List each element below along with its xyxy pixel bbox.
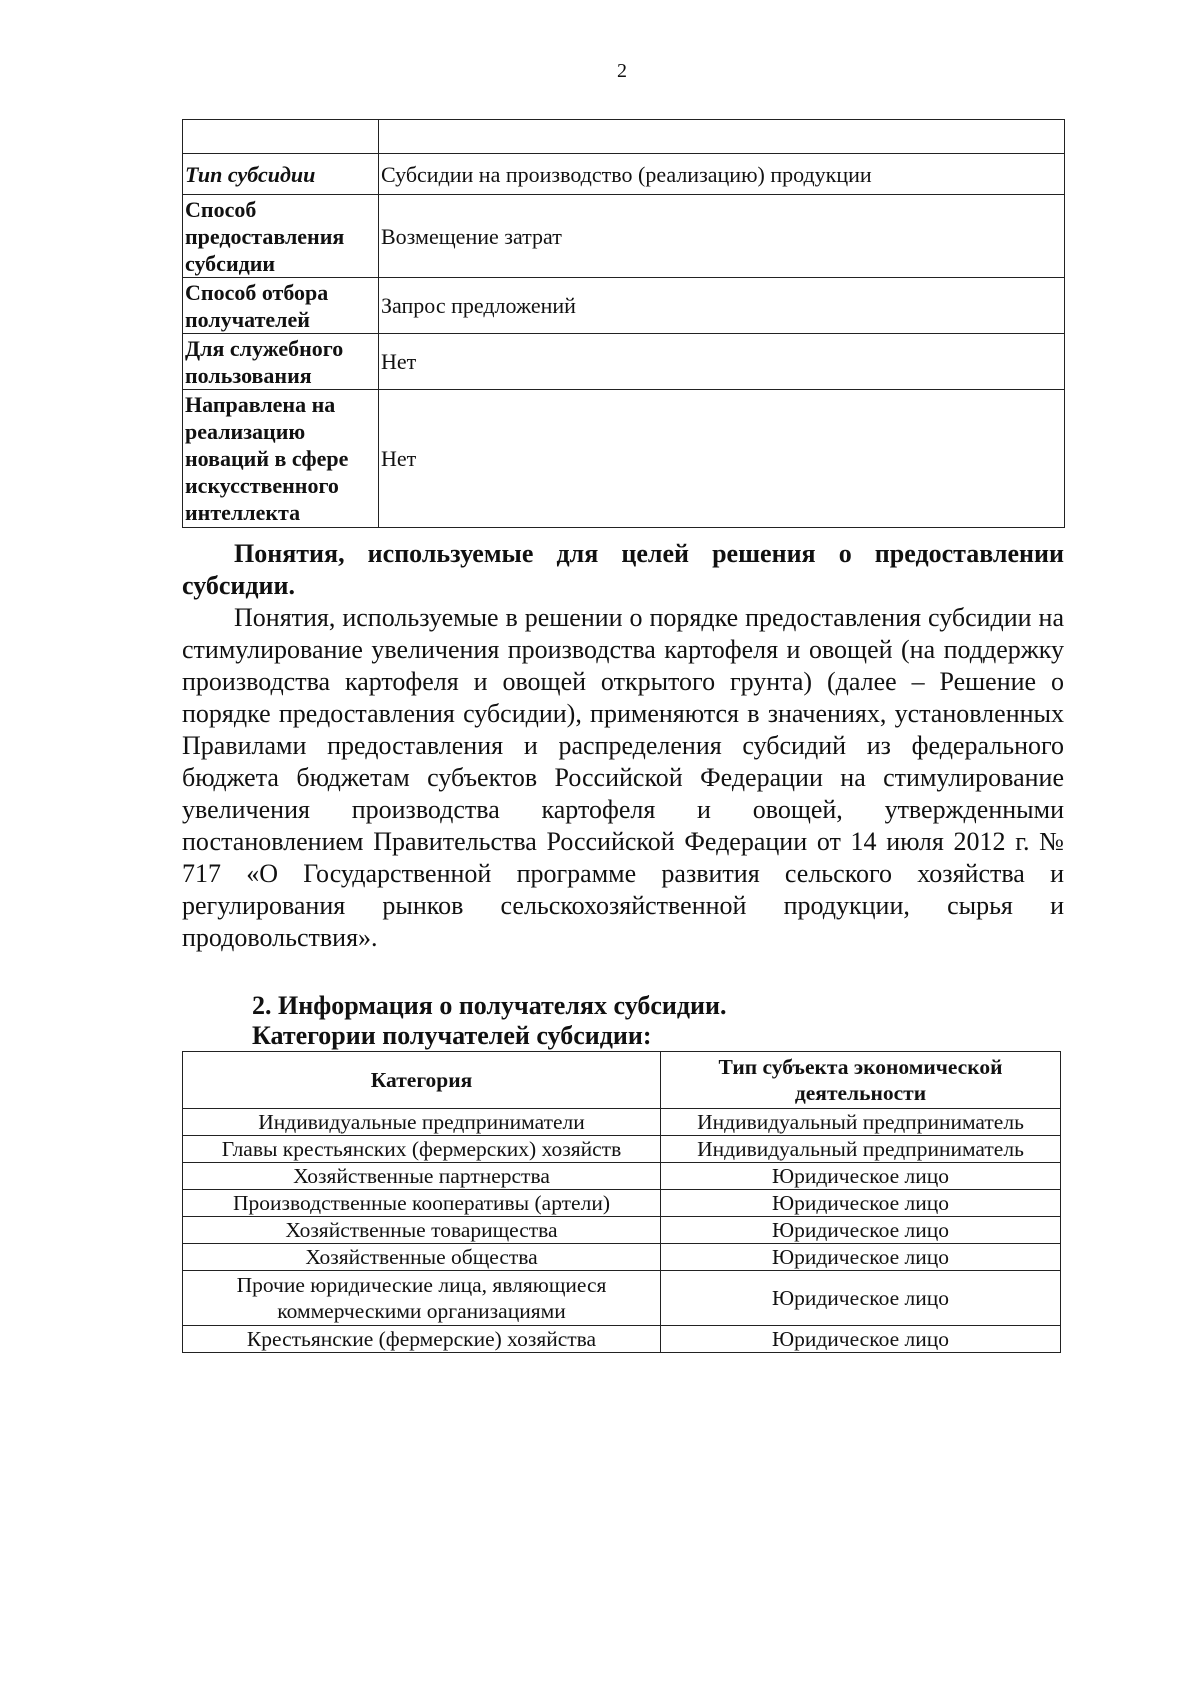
info-label: Способ отбора получателей bbox=[183, 278, 379, 334]
table-row bbox=[183, 278, 1065, 334]
recipient-categories-table bbox=[182, 1051, 1061, 1353]
info-value: Субсидии на производство (реализацию) продукции bbox=[379, 154, 1065, 195]
info-label: Тип субсидии bbox=[183, 154, 379, 195]
concepts-heading: Понятия, используемые для целей решения о предоставлении субсидии. bbox=[182, 539, 1064, 600]
info-value: Нет bbox=[379, 334, 1065, 390]
table-row bbox=[183, 334, 1065, 390]
table-header-row bbox=[183, 1052, 1061, 1109]
column-header-entity-type: Тип субъекта экономической деятельности bbox=[661, 1052, 1061, 1109]
entity-type-cell: Юридическое лицо bbox=[661, 1163, 1061, 1190]
categories-heading: Категории получателей субсидии: bbox=[252, 1021, 652, 1050]
category-cell: Хозяйственные партнерства bbox=[183, 1163, 661, 1190]
table-row bbox=[183, 1217, 1061, 1244]
info-value bbox=[379, 120, 1065, 154]
table-row bbox=[183, 195, 1065, 278]
category-cell: Индивидуальные предприниматели bbox=[183, 1109, 661, 1136]
page-number: 2 bbox=[617, 60, 627, 82]
table-row bbox=[183, 1244, 1061, 1271]
info-label: Направлена на реализацию новаций в сфере искусственного интеллекта bbox=[183, 390, 379, 528]
category-cell: Прочие юридические лица, являющиеся коммерческими организациями bbox=[183, 1271, 661, 1326]
concepts-paragraph: Понятия, используемые в решении о порядке предоставления субсидии на стимулирование увеличения производства картофеля и овощей (на поддержку производства картофеля и овощей открытого грунта) (далее – Решение о порядке предоставления субсидии), применяются в значениях, установленных Правилами предоставления и распределения субсидий из федерального бюджета бюджетам субъектов Российской Федерации на стимулирование увеличения производства картофеля и овощей, утвержденными постановлением Правительства Российской Федерации от 14 июля 2012 г. № 717 «О Государственной программе развития сельского хозяйства и регулирования рынков сельскохозяйственной продукции, сырья и продовольствия». bbox=[182, 603, 1064, 952]
category-cell: Крестьянские (фермерские) хозяйства bbox=[183, 1326, 661, 1353]
recipients-heading: 2. Информация о получателях субсидии. bbox=[252, 991, 727, 1020]
table-row bbox=[183, 1109, 1061, 1136]
category-cell: Хозяйственные товарищества bbox=[183, 1217, 661, 1244]
info-label: Для служебного пользования bbox=[183, 334, 379, 390]
entity-type-cell: Юридическое лицо bbox=[661, 1271, 1061, 1326]
table-row bbox=[183, 1271, 1061, 1326]
table-row bbox=[183, 390, 1065, 528]
column-header-category: Категория bbox=[183, 1052, 661, 1109]
table-row bbox=[183, 1136, 1061, 1163]
entity-type-cell: Юридическое лицо bbox=[661, 1326, 1061, 1353]
info-label: Способ предоставления субсидии bbox=[183, 195, 379, 278]
table-row bbox=[183, 120, 1065, 154]
category-cell: Хозяйственные общества bbox=[183, 1244, 661, 1271]
category-cell: Главы крестьянских (фермерских) хозяйств bbox=[183, 1136, 661, 1163]
table-row bbox=[183, 1326, 1061, 1353]
entity-type-cell: Юридическое лицо bbox=[661, 1217, 1061, 1244]
entity-type-cell: Индивидуальный предприниматель bbox=[661, 1109, 1061, 1136]
table-row bbox=[183, 154, 1065, 195]
entity-type-cell: Юридическое лицо bbox=[661, 1190, 1061, 1217]
table-row bbox=[183, 1163, 1061, 1190]
category-cell: Производственные кооперативы (артели) bbox=[183, 1190, 661, 1217]
entity-type-cell: Юридическое лицо bbox=[661, 1244, 1061, 1271]
info-label bbox=[183, 120, 379, 154]
subsidy-info-table bbox=[182, 119, 1065, 528]
info-value: Возмещение затрат bbox=[379, 195, 1065, 278]
info-value: Запрос предложений bbox=[379, 278, 1065, 334]
table-row bbox=[183, 1190, 1061, 1217]
info-value: Нет bbox=[379, 390, 1065, 528]
entity-type-cell: Индивидуальный предприниматель bbox=[661, 1136, 1061, 1163]
